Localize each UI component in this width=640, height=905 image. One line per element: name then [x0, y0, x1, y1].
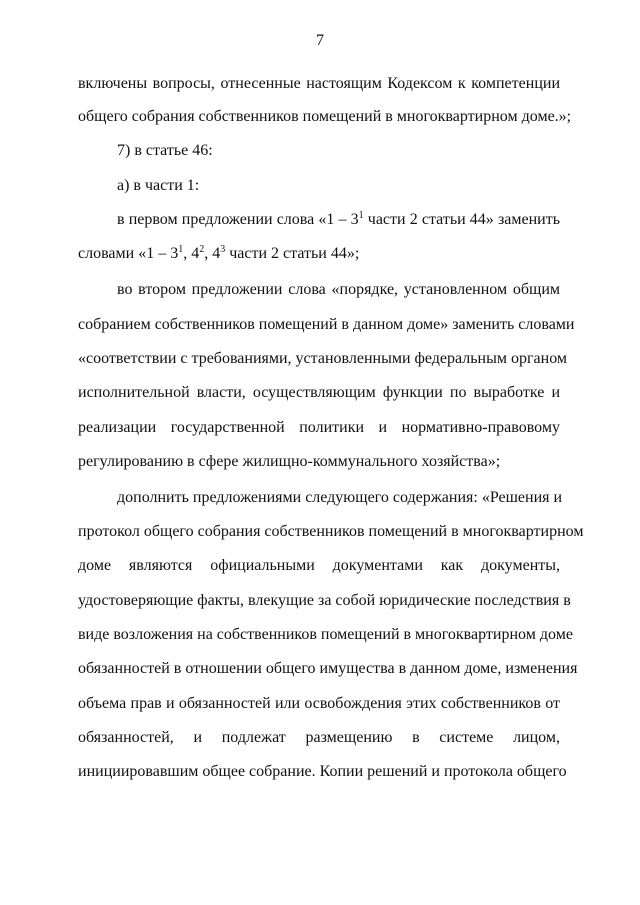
text-line: инициировавшим общее собрание. Копии решений и протокола общего	[78, 763, 567, 780]
text-line: во втором предложении слова «порядке, установленном общим	[117, 281, 560, 298]
text-line: собранием собственников помещений в данном доме» заменить словами	[78, 316, 575, 333]
page-number: 7	[316, 32, 324, 49]
text-segment: в первом предложении слова «1 – 3	[117, 211, 359, 228]
text-line-with-superscripts	[117, 210, 560, 230]
text-line: объема прав и обязанностей или освобождения этих собственников от	[78, 695, 560, 712]
text-segment: , 4	[204, 245, 221, 262]
text-line: доме являются официальными документами как документы,	[78, 557, 560, 574]
text-line: регулированию в сфере жилищно-коммунального хозяйства»;	[78, 453, 501, 470]
superscript: 3	[220, 244, 226, 255]
text-line: протокол общего собрания собственников помещений в многоквартирном	[78, 523, 584, 540]
list-item-heading: 7) в статье 46:	[117, 142, 213, 159]
text-line: обязанностей в отношении общего имущества в данном доме, изменения	[78, 660, 578, 677]
text-line: дополнить предложениями следующего содержания: «Решения и	[117, 489, 563, 506]
text-line: исполнительной власти, осуществляющим функции по выработке и	[78, 384, 560, 401]
superscript: 1	[358, 210, 364, 221]
text-line: включены вопросы, отнесенные настоящим Кодексом к компетенции	[78, 75, 560, 92]
list-item-subheading: а) в части 1:	[117, 177, 200, 194]
superscript: 1	[178, 244, 184, 255]
text-segment: словами «1 – 3	[78, 245, 179, 262]
text-line: удостоверяющие факты, влекущие за собой юридические последствия в	[78, 592, 571, 609]
text-line: обязанностей, и подлежат размещению в системе лицом,	[78, 729, 560, 746]
text-line: общего собрания собственников помещений в многоквартирном доме.»;	[78, 108, 572, 125]
text-segment: части 2 статьи 44»;	[225, 245, 360, 262]
text-line: виде возложения на собственников помещений в многоквартирном доме	[78, 626, 573, 643]
text-segment: , 4	[183, 245, 200, 262]
text-line: реализации государственной политики и нормативно-правовому	[78, 419, 560, 436]
text-line: «соответствии с требованиями, установленными федеральным органом	[78, 350, 568, 367]
superscript: 2	[199, 244, 205, 255]
text-segment: части 2 статьи 44» заменить	[363, 211, 561, 228]
text-line-with-superscripts	[78, 244, 560, 264]
